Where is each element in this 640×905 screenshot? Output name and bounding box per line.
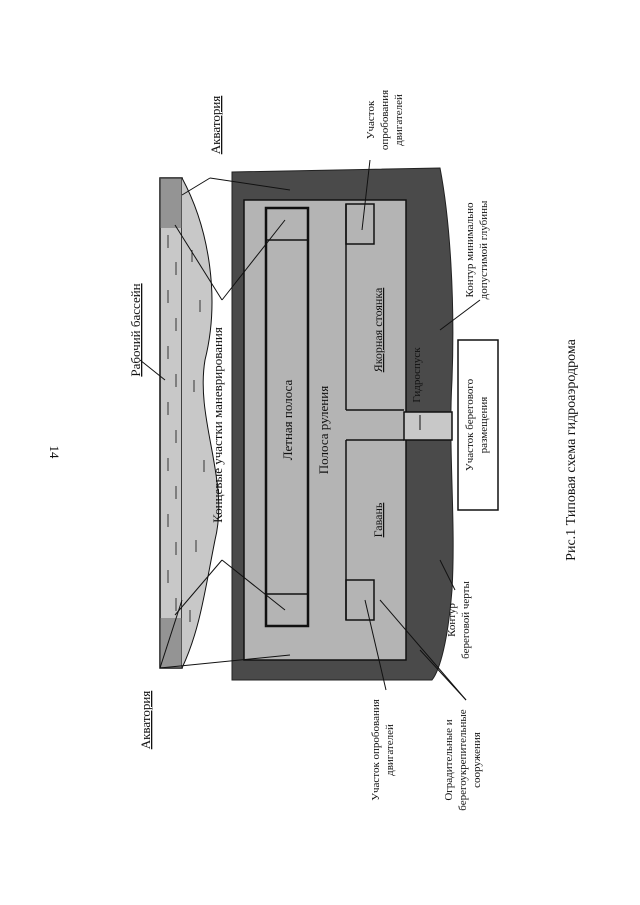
label-yakornaya: Якорная стоянка	[371, 287, 385, 373]
label-kontsevye: Концевые участки маневрирования	[210, 327, 225, 523]
label-oprob-bottom-1: Участок опробования	[370, 699, 382, 801]
label-uchastok-bereg-2: размещения	[478, 396, 490, 454]
label-polosa-ruleniya: Полоса руления	[316, 385, 331, 475]
label-oprob-top-1: Участок	[365, 100, 377, 140]
label-oprob-top-3: двигателей	[393, 94, 405, 146]
label-kontur-min-2: допустимой глубины	[478, 200, 490, 300]
label-ograditelnye-3: сооружения	[471, 732, 483, 788]
label-ograditelnye-1: Оградительные и	[443, 719, 455, 801]
label-oprob-bottom-2: двигателей	[384, 724, 396, 776]
label-akvatoriya-bottom: Акватория	[138, 690, 153, 750]
label-kontur-bereg-2: береговой черты	[460, 581, 472, 659]
page-number: 14	[47, 445, 62, 459]
label-gidrospusk: Гидроспуск	[411, 347, 423, 403]
label-rabochiy-bassein: Рабочий бассейн	[128, 283, 143, 377]
label-akvatoriya-top: Акватория	[208, 95, 223, 155]
label-gavan: Гавань	[371, 502, 385, 538]
label-kontur-min-1: Контур минимально	[464, 202, 476, 298]
label-letnaya: Летная полоса	[280, 379, 295, 461]
label-ograditelnye-2: берегоукрепительные	[457, 709, 469, 811]
label-uchastok-bereg-1: Участок берегового	[464, 378, 476, 472]
label-kontur-bereg-1: Контур	[446, 603, 458, 637]
label-oprob-top-2: опробования	[379, 89, 391, 151]
caption: Рис.1 Типовая схема гидроаэродрома	[564, 339, 579, 561]
